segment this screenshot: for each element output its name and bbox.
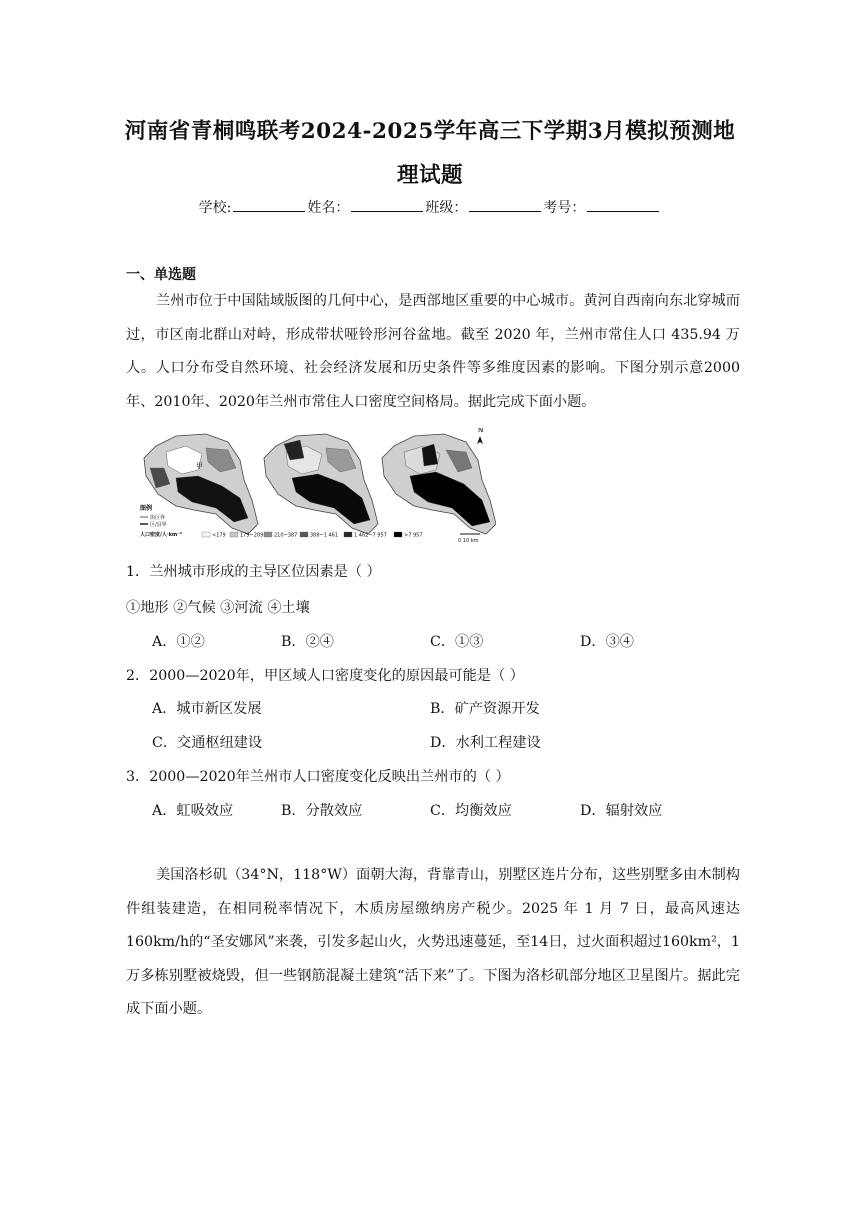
legend-density-label: 人口密度/人·km⁻²: [140, 532, 183, 538]
passage-lanzhou: 兰州市位于中国陆域版图的几何中心，是西部地区重要的中心城市。黄河自西南向东北穿城而过，市区南北群山对峙，形成带状哑铃形河谷盆地。截至 2020 年，兰州市常住人口 435.94 万人。人口分布受自然环境、社会经济发展和历史条件等多维度因素的影响。下图分别示意2000年、2010年、2020年兰州市常住人口密度空间格局。据此完成下面小题。: [126, 293, 740, 410]
map-2010: [264, 434, 378, 534]
legend-class-4: 388~1 461: [310, 532, 339, 539]
legend-class-6: >7 957: [404, 532, 423, 539]
question-2-option-a[interactable]: A．城市新区发展: [152, 701, 262, 717]
section-heading: 一、单选题: [126, 267, 196, 283]
legend-class-3: 210~387: [274, 532, 298, 539]
map-2020: [382, 428, 496, 534]
marker-jia-2000: 甲: [196, 462, 203, 470]
question-1-items: ①地形 ②气候 ③河流 ④土壤: [126, 600, 310, 616]
question-1-option-d[interactable]: D．③④: [580, 634, 634, 650]
class-label: 班级：: [425, 200, 468, 216]
class-blank: [469, 199, 541, 212]
page-title-line-2: 理试题: [396, 163, 463, 188]
question-2-option-b[interactable]: B．矿产资源开发: [430, 701, 540, 717]
name-label: 姓名：: [307, 200, 350, 216]
question-3-option-d[interactable]: D．辐射效应: [580, 803, 663, 819]
legend-class-2: 179~209: [240, 532, 264, 539]
question-3-option-a[interactable]: A．虹吸效应: [152, 803, 234, 819]
question-3-stem: 3．2000—2020年兰州市人口密度变化反映出兰州市的（ ）: [126, 769, 510, 785]
school-label: 学校:: [198, 200, 232, 216]
question-2-stem: 2．2000—2020年，甲区域人口密度变化的原因最可能是（ ）: [126, 668, 524, 684]
question-2-option-d[interactable]: D．水利工程建设: [430, 735, 541, 751]
question-2-option-c[interactable]: C．交通枢纽建设: [152, 735, 263, 751]
scale-label: 0 10 km: [458, 538, 479, 544]
number-label: 考号：: [543, 200, 586, 216]
question-3-option-b[interactable]: B．分散效应: [281, 803, 363, 819]
question-1-option-b[interactable]: B．②④: [281, 634, 334, 650]
school-blank: [233, 199, 305, 212]
north-label: N: [478, 428, 484, 434]
page-title-line-1: 河南省青桐鸣联考2024-2025学年高三下学期3月模拟预测地: [124, 119, 736, 144]
legend-street: 街区界: [150, 515, 166, 521]
legend-class-5: 1 462~7 957: [354, 532, 387, 539]
name-blank: [351, 199, 423, 212]
question-3-option-c[interactable]: C．均衡效应: [430, 803, 512, 819]
question-1-option-a[interactable]: A．①②: [152, 634, 205, 650]
passage-los-angeles: 美国洛杉矶（34°N，118°W）面朝大海，背靠青山，别墅区连片分布，这些别墅多由木制构件组装建造，在相同税率情况下，木质房屋缴纳房产税少。2025 年 1 月 7 日，最高风速达160km/h的“圣安娜风”来袭，引发多起山火，火势迅速蔓延，至14日，过火面积超过160km²，1万多栋别墅被烧毁，但一些钢筋混凝土建筑“活下来”了。下图为洛杉矶部分地区卫星图片。据此完成下面小题。: [126, 867, 740, 1017]
legend-class-1: <179: [212, 532, 226, 539]
map-legend: [140, 504, 480, 544]
student-info-row: [0, 197, 860, 217]
legend-title: 图例: [140, 505, 153, 512]
north-arrow-icon: [477, 436, 483, 444]
question-1-stem: 1．兰州城市形成的主导区位因素是（ ）: [126, 564, 381, 580]
number-blank: [587, 199, 659, 212]
population-density-maps: [136, 428, 496, 548]
legend-district: 区/县界: [150, 522, 167, 528]
question-1-option-c[interactable]: C．①③: [430, 634, 484, 650]
